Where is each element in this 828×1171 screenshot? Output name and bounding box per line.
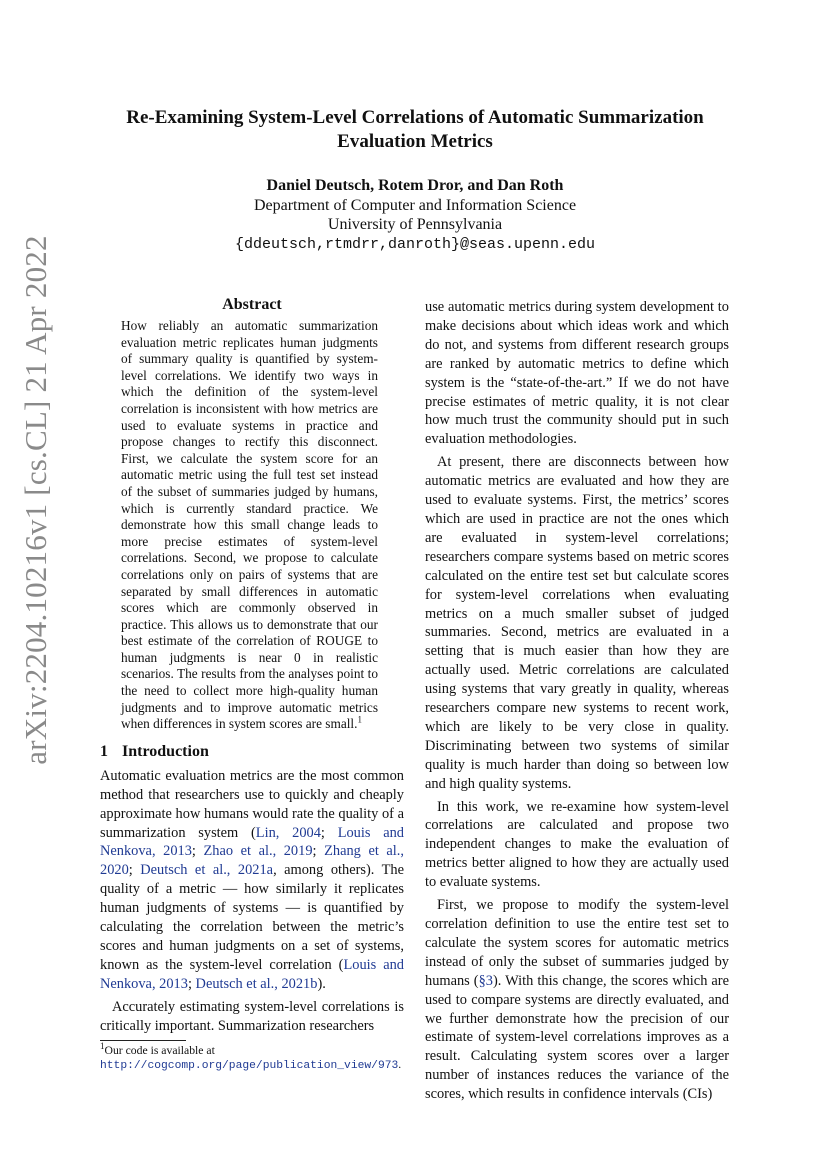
abstract-heading: Abstract: [222, 296, 282, 313]
right-column: [425, 298, 729, 1104]
text-run: ;: [187, 975, 196, 992]
right-paragraph-4: [425, 896, 729, 1104]
left-column: [100, 296, 404, 1073]
right-paragraph-2: At present, there are disconnects between how automatic metrics are evaluated and how they are used to evaluate systems. First, the metrics’ scores which are used in practice are not the ones which are evaluated in system-level correlations; researchers compare systems based on metric scores calculated on the entire test set but calculate scores for system-level correlations when evaluating metrics on a much smaller subset of judged summaries. Second, metrics are evaluated in a setting that is much easier than how they are actually used. Metric correlations are calculated using systems that vary greatly in quality, whereas researchers compare new systems to recent work, which are likely to be very close in quality. Discriminating between two systems of similar quality is much harder than doing so between low and high quality systems.: [425, 454, 729, 792]
arxiv-identifier: arXiv:2204.10216v1 [cs.CL] 21 Apr 2022: [18, 235, 53, 765]
text-run: First, we propose to modify the system-level correlation definition to use the entire test set to calculate the system scores for automatic metrics instead of only the subset of summaries judged by humans (: [425, 897, 729, 989]
footnote-text: Our code is available at: [104, 1043, 215, 1057]
section-ref-link[interactable]: §3: [478, 972, 493, 989]
paper-title: [100, 106, 730, 154]
citation-link[interactable]: Deutsch et al., 2021b: [195, 975, 318, 992]
section-title: Introduction: [122, 742, 209, 760]
footnote-divider: [100, 1040, 186, 1041]
text-run: ;: [320, 824, 338, 841]
title-line-1: Re-Examining System-Level Correlations of Automatic Summarization: [126, 107, 704, 128]
author-names: Daniel Deutsch, Rotem Dror, and Dan Roth: [266, 177, 564, 194]
citation-link[interactable]: Louis and Nenkova, 2013: [100, 956, 404, 992]
text-run: ;: [128, 862, 141, 879]
citation-link[interactable]: Zhao et al., 2019: [203, 843, 313, 860]
text-run: ;: [191, 843, 204, 860]
right-paragraph-3: In this work, we re-examine how system-level correlations are calculated and propose two independent changes to make the evaluation of metrics better aligned to how they are actually used to evaluate systems.: [425, 798, 729, 891]
abstract-body: How reliably an automatic summarization evaluation metric replicates human judgments of summary quality is quantified by system-level correlations. We identify two ways in which the definition of the system-level correlation is inconsistent with how metrics are used to evaluate systems in practice and propose changes to rectify this disconnect. First, we calculate the system score for an automatic metric using the full test set instead of the subset of summaries judged by humans, which is currently standard practice. We demonstrate how this small change leads to more precise estimates of system-level correlations. Second, we propose to calculate correlations only on pairs of systems that are separated by small differences in automatic scores which are commonly observed in practice. This allows us to demonstrate that our best estimate of the correlation of ROUGE to human judgments is near 0 in realistic scenarios. The results from the analyses point to the need to collect more high-quality human judgments and to improve automatic metrics when differences in system scores are small.: [121, 318, 378, 732]
intro-paragraph-2: Accurately estimating system-level correlations is critically important. Summarization researchers: [100, 998, 404, 1034]
arxiv-sidebar: [8, 120, 64, 880]
footnote-number: 1: [100, 1040, 105, 1051]
author-department: Department of Computer and Information Science: [253, 196, 577, 214]
text-run: ).: [317, 975, 326, 992]
citation-link[interactable]: Deutsch et al., 2021a: [140, 862, 274, 879]
footnote-url-link[interactable]: http://cogcomp.org/page/publication_view/973: [100, 1059, 399, 1072]
right-paragraph-1: use automatic metrics during system development to make decisions about which ideas work and which do not, and systems from different research groups are ranked by automatic metrics to define which system is the “state-of-the-art.” If we do not have precise estimates of metric quality, it is not clear how much trust the community should put in such evaluation methodologies.: [425, 299, 729, 448]
title-line-2: Evaluation Metrics: [337, 131, 493, 152]
section-number: 1: [100, 742, 108, 760]
text-run: Automatic evaluation metrics are the most common method that researchers use to quickly and cheaply approximate how humans would rate the quality of a summarization system (: [100, 767, 404, 841]
text-run: , among others). The quality of a metric — how similarly it replicates human judgments of systems — is quantified by calculating the correlation between the metric’s scores and human judgments on a set of systems, known as the system-level correlation (: [100, 862, 404, 973]
text-run: ;: [312, 843, 325, 860]
author-university: University of Pennsylvania: [327, 216, 503, 233]
intro-paragraph-1: [100, 767, 404, 994]
footnote-marker[interactable]: 1: [357, 714, 362, 725]
section-heading-introduction: [100, 743, 404, 761]
author-block: [100, 176, 730, 254]
text-run: ). With this change, the scores which are used to compare systems are directly evaluated, and we further demonstrate how the precision of our estimate of system-level correlations improves as a result. Calculating system scores over a larger number of instances reduces the variance of the scores, which results in confidence intervals (CIs): [425, 972, 729, 1103]
author-emails: {ddeutsch,rtmdrr,danroth}@seas.upenn.edu: [234, 235, 596, 253]
citation-link[interactable]: Louis and Nenkova, 2013: [100, 824, 404, 860]
footnote: [100, 1040, 404, 1073]
citation-link[interactable]: Lin, 2004: [255, 824, 321, 841]
citation-link[interactable]: Zhang et al., 2020: [100, 843, 404, 879]
footnote-end: .: [398, 1057, 402, 1071]
abstract-text: [121, 318, 378, 733]
